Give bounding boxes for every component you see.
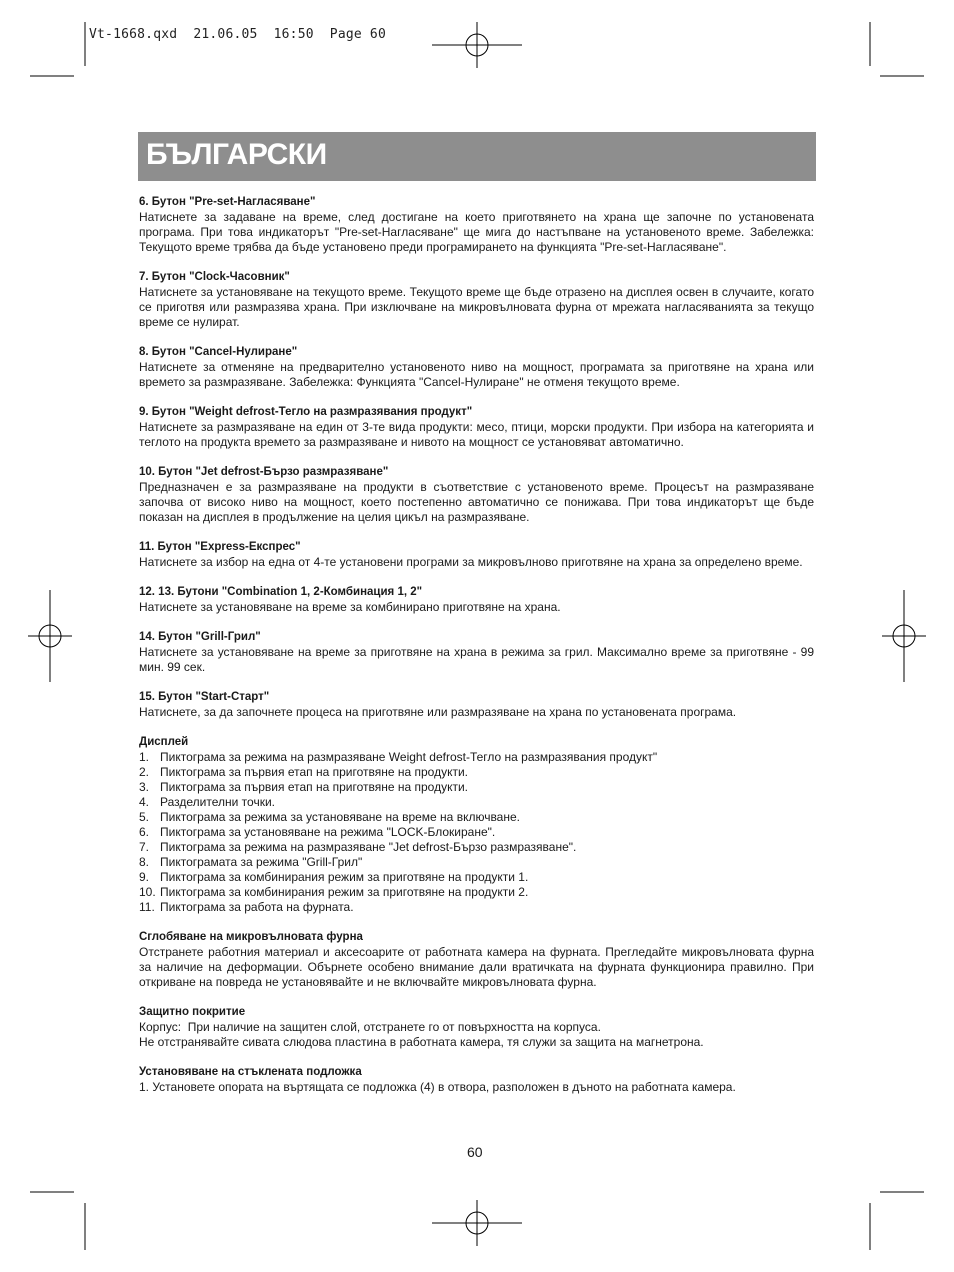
list-text: Пиктограма за първия етап на приготвяне на продукти. <box>160 780 469 794</box>
section-text: Натиснете за избор на една от 4-те установени програми за микровълново приготвяне на храна за определено време. <box>139 555 803 569</box>
section-heading: Установяване на стъклената подложка <box>139 1066 362 1078</box>
list-text: Пиктограмата за режима "Grill-Грил" <box>160 855 363 869</box>
section-start-button <box>139 690 814 720</box>
section-cancel-button <box>139 345 814 390</box>
section-clock-button <box>139 270 814 330</box>
section-protective-coating <box>139 1005 814 1050</box>
list-number: 7. <box>139 840 150 854</box>
page-title: БЪЛГАРСКИ <box>146 138 327 171</box>
section-combination-buttons <box>139 585 814 615</box>
list-item <box>139 765 814 780</box>
list-text: Пиктограма за комбинирания режим за приготвяне на продукти 2. <box>160 885 529 899</box>
list-number: 6. <box>139 825 150 839</box>
section-glass-tray <box>139 1065 814 1095</box>
list-item <box>139 795 814 810</box>
list-item <box>139 840 814 855</box>
list-number: 10. <box>139 885 156 899</box>
section-text: Отстранете работния материал и аксесоарите от работната камера на фурната. Прегледайте микровълновата фурна за наличие на деформации. Обърнете особено внимание дали вратичката на фурната функционира правилно. При откриване на повреда не установявайте и не включвайте микровълновата фурна. <box>139 945 814 989</box>
list-number: 11. <box>139 900 155 914</box>
registration-target-right <box>882 590 926 682</box>
section-text: Натиснете за отменяне на предварително установеното ниво на мощност, програмата за приготвяне на храна или времето за размразяване. Забележка: Функцията "Cancel-Нулиране" не отменя текущото време. <box>139 360 814 389</box>
section-display <box>139 735 814 915</box>
list-text: Разделителни точки. <box>160 795 275 809</box>
section-text: Натиснете за задаване на време, след достигане на което приготвянето на храна ще започне по установената програма. При това индикаторът "Pre-set-Нагласяване" ще мига до настъпване на установеното време. Забележка: Текущото време трябва да бъде установено преди програмирането на функцията "Pre-set-Нагласяване". <box>139 210 814 254</box>
page-number: 60 <box>467 1144 483 1160</box>
registration-target-top <box>432 22 522 68</box>
section-heading: 8. Бутон "Cancel-Нулиране" <box>139 346 298 358</box>
section-heading: Защитно покритие <box>139 1006 246 1018</box>
section-heading: 10. Бутон "Jet defrost-Бързо размразяване" <box>139 466 389 478</box>
list-number: 3. <box>139 780 150 794</box>
list-item <box>139 855 814 870</box>
list-item <box>139 750 814 765</box>
section-text: Натиснете за установяване на време за комбинирано приготвяне на храна. <box>139 600 561 614</box>
section-text: Натиснете, за да започнете процеса на приготвяне или размразяване на храна по установената програма. <box>139 705 737 719</box>
list-item <box>139 870 814 885</box>
section-text-line: Не отстранявайте сивата слюдова пластина в работната камера, тя служи за защита на магнетрона. <box>139 1035 704 1049</box>
section-text: Предназначен е за размразяване на продукти в съответствие с установеното време. Процесът на размразяване започва от високо ниво на мощност, което постепенно автоматично се понижава. При това индикаторът ще бъде показан на дисплея в продължение на целия цикъл на размразяване. <box>139 480 814 524</box>
section-heading: 12. 13. Бутони "Combination 1, 2-Комбинация 1, 2" <box>139 586 423 598</box>
list-text: Пиктограма за работа на фурната. <box>160 900 354 914</box>
section-heading: 6. Бутон "Pre-set-Нагласяване" <box>139 196 316 208</box>
section-express-button <box>139 540 814 570</box>
list-text: Пиктограма за режима за установяване на време на включване. <box>160 810 520 824</box>
section-text: Натиснете за размразяване на един от 3-те вида продукти: месо, птици, морски продукти. При избора на категорията и теглото на продукта времето за размразяване и нивото на мощност се установяват автоматично. <box>139 420 814 449</box>
list-text: Пиктограма за режима на размразяване "Jet defrost-Бързо размразяване". <box>160 840 577 854</box>
list-text: Пиктограма за комбинирания режим за приготвяне на продукти 1. <box>160 870 529 884</box>
section-text-line: Корпус: При наличие на защитен слой, отстранете го от повърхността на корпуса. <box>139 1020 601 1034</box>
language-banner <box>138 132 816 181</box>
print-slug: Vt-1668.qxd 21.06.05 16:50 Page 60 <box>89 27 386 42</box>
registration-target-left <box>28 590 72 682</box>
section-text: Натиснете за установяване на време за приготвяне на храна в режима за грил. Максимално време за приготвяне - 99 мин. 99 сек. <box>139 645 814 674</box>
section-grill-button <box>139 630 814 675</box>
registration-target-bottom <box>432 1200 522 1246</box>
list-number: 4. <box>139 795 150 809</box>
section-text: Натиснете за установяване на текущото време. Текущото време ще бъде отразено на дисплея освен в случаите, когато се приготвя или размразява храна. При изключване на микровълновата фурна от мрежата нагласяванията за текущо време се нулират. <box>139 285 814 329</box>
section-heading: Сглобяване на микровълновата фурна <box>139 931 363 943</box>
list-number: 5. <box>139 810 150 824</box>
section-heading: 15. Бутон "Start-Старт" <box>139 691 270 703</box>
document-body <box>139 195 814 1110</box>
list-number: 2. <box>139 765 150 779</box>
section-text: 1. Установете опората на въртящата се подложка (4) в отвора, разположен в дъното на работната камера. <box>139 1080 736 1094</box>
display-icon-list <box>139 750 814 915</box>
list-item <box>139 825 814 840</box>
list-text: Пиктограма за първия етап на приготвяне на продукти. <box>160 765 469 779</box>
list-number: 1. <box>139 750 150 764</box>
list-item <box>139 810 814 825</box>
section-heading: 11. Бутон "Express-Експрес" <box>139 541 301 553</box>
section-heading: 9. Бутон "Weight defrost-Тегло на размразявания продукт" <box>139 406 473 418</box>
list-item <box>139 885 814 900</box>
list-item <box>139 780 814 795</box>
section-heading: Дисплей <box>139 736 189 748</box>
list-text: Пиктограма за установяване на режима "LOCK-Блокиране". <box>160 825 496 839</box>
list-number: 8. <box>139 855 150 869</box>
list-text: Пиктограма за режима на размразяване Weight defrost-Тегло на размразявания продукт" <box>160 750 658 764</box>
section-weight-defrost-button <box>139 405 814 450</box>
section-assembly <box>139 930 814 990</box>
list-item <box>139 900 814 915</box>
section-heading: 7. Бутон "Clock-Часовник" <box>139 271 290 283</box>
list-number: 9. <box>139 870 150 884</box>
section-preset-button <box>139 195 814 255</box>
section-heading: 14. Бутон "Grill-Грил" <box>139 631 261 643</box>
section-jet-defrost-button <box>139 465 814 525</box>
